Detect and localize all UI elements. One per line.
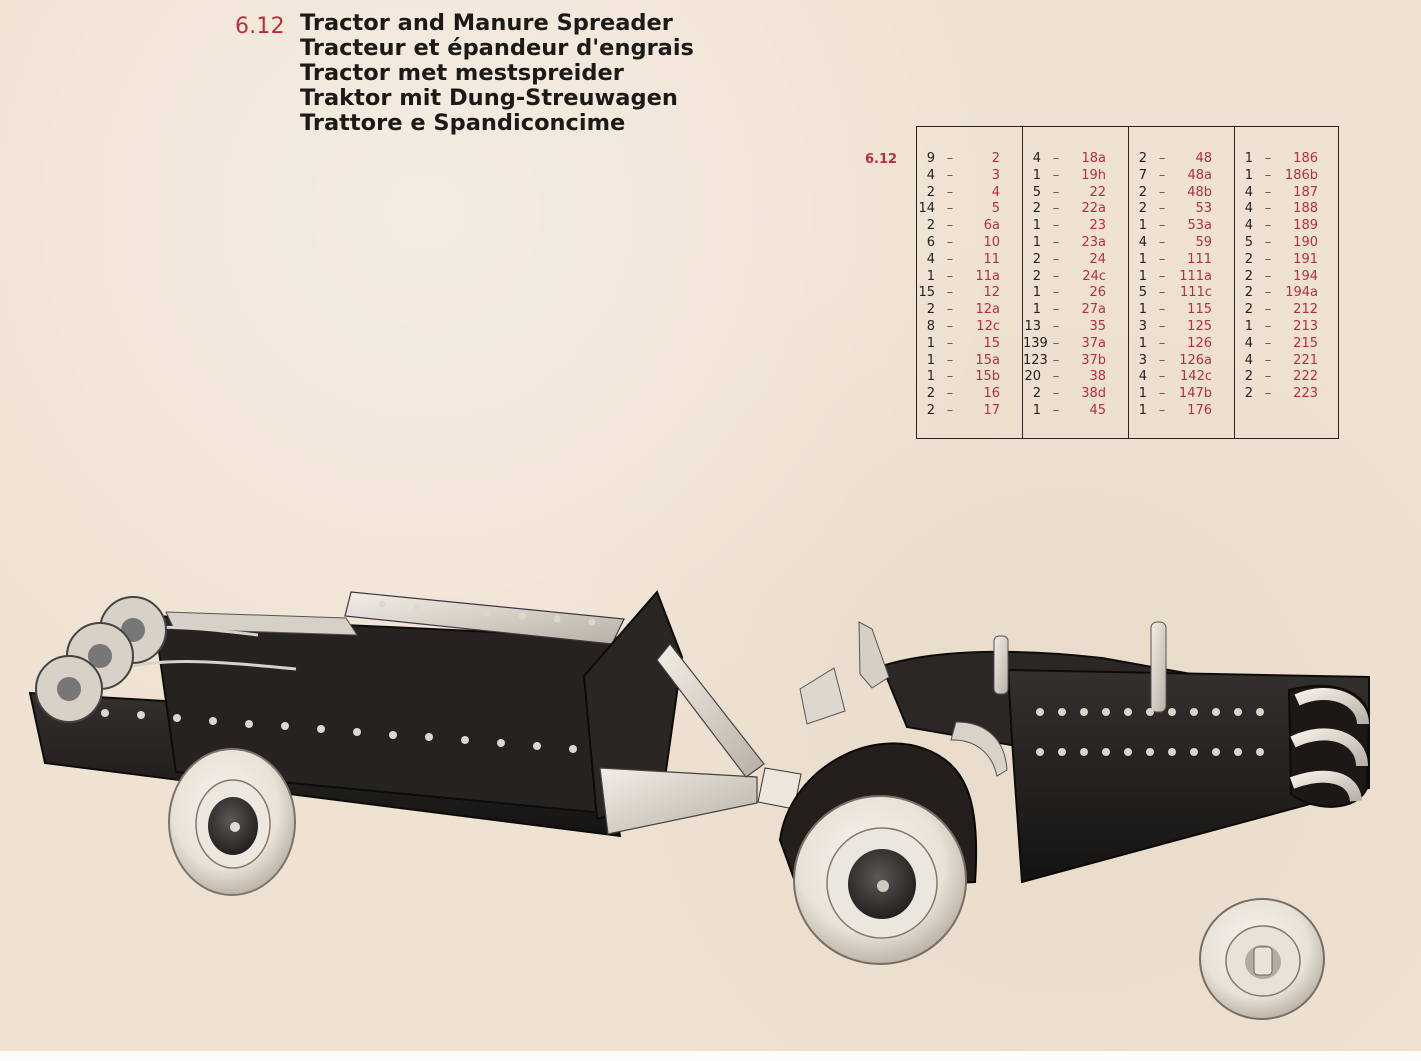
part-separator: – <box>1158 234 1166 250</box>
parts-row <box>1023 302 1128 319</box>
part-separator: – <box>1052 302 1060 318</box>
part-number: 11 <box>983 251 1000 267</box>
part-number: 59 <box>1195 234 1212 250</box>
parts-row <box>1023 185 1128 202</box>
part-number: 188 <box>1293 201 1318 217</box>
part-number: 23 <box>1089 218 1106 234</box>
tractor-manure-spreader-illustration <box>22 582 1374 1029</box>
part-separator: – <box>1052 318 1060 334</box>
parts-row <box>1023 235 1128 252</box>
part-quantity: 4 <box>1244 201 1253 217</box>
part-quantity: 5 <box>1138 285 1147 301</box>
parts-row <box>917 201 1022 218</box>
part-quantity: 1 <box>1032 218 1041 234</box>
title-dutch: Tractor met mestspreider <box>300 60 624 86</box>
part-quantity: 2 <box>1244 268 1253 284</box>
parts-row <box>1129 386 1234 403</box>
part-quantity: 1 <box>1138 302 1147 318</box>
part-number: 111a <box>1179 268 1212 284</box>
part-quantity: 4 <box>1244 352 1253 368</box>
parts-row <box>1023 218 1128 235</box>
parts-row <box>1235 353 1340 370</box>
parts-row <box>1023 319 1128 336</box>
parts-row <box>1235 285 1340 302</box>
parts-row <box>1235 302 1340 319</box>
part-quantity: 15 <box>918 285 935 301</box>
part-quantity: 1 <box>926 268 935 284</box>
parts-row <box>1235 201 1340 218</box>
part-number: 37b <box>1081 352 1106 368</box>
part-number: 194a <box>1285 285 1318 301</box>
part-separator: – <box>1158 201 1166 217</box>
part-quantity: 2 <box>926 386 935 402</box>
part-quantity: 1 <box>1032 302 1041 318</box>
part-number: 26 <box>1089 285 1106 301</box>
part-number: 35 <box>1089 318 1106 334</box>
part-quantity: 4 <box>926 251 935 267</box>
part-number: 22a <box>1081 201 1106 217</box>
part-quantity: 1 <box>1032 167 1041 183</box>
part-number: 111 <box>1187 251 1212 267</box>
part-quantity: 2 <box>1138 151 1147 166</box>
part-number: 48b <box>1187 184 1212 200</box>
part-separator: – <box>1158 268 1166 284</box>
parts-list-label: 6.12 <box>865 152 898 167</box>
part-quantity: 139 <box>1023 335 1048 351</box>
part-separator: – <box>1264 302 1272 318</box>
part-separator: – <box>1158 184 1166 200</box>
part-separator: – <box>946 201 954 217</box>
part-quantity: 2 <box>1138 201 1147 217</box>
parts-column <box>1129 127 1235 438</box>
part-separator: – <box>946 218 954 234</box>
part-separator: – <box>1052 402 1060 418</box>
part-quantity: 2 <box>1032 386 1041 402</box>
parts-row <box>1235 319 1340 336</box>
part-quantity: 3 <box>1138 352 1147 368</box>
part-quantity: 9 <box>926 151 935 166</box>
part-separator: – <box>1158 352 1166 368</box>
parts-row <box>917 285 1022 302</box>
parts-row <box>1023 353 1128 370</box>
part-number: 191 <box>1293 251 1318 267</box>
parts-row <box>1129 235 1234 252</box>
part-number: 186 <box>1293 151 1318 166</box>
part-number: 126 <box>1187 335 1212 351</box>
part-separator: – <box>1052 335 1060 351</box>
parts-row <box>917 235 1022 252</box>
part-separator: – <box>1264 218 1272 234</box>
parts-row <box>1023 252 1128 269</box>
parts-row <box>1129 252 1234 269</box>
part-number: 215 <box>1293 335 1318 351</box>
part-quantity: 4 <box>1138 234 1147 250</box>
part-number: 37a <box>1081 335 1106 351</box>
part-separator: – <box>1264 352 1272 368</box>
part-separator: – <box>946 151 954 166</box>
part-quantity: 1 <box>1244 318 1253 334</box>
parts-row <box>1235 369 1340 386</box>
parts-row <box>1235 386 1340 403</box>
part-quantity: 14 <box>918 201 935 217</box>
part-separator: – <box>1264 268 1272 284</box>
part-separator: – <box>1158 302 1166 318</box>
part-quantity: 2 <box>926 402 935 418</box>
part-separator: – <box>1264 251 1272 267</box>
part-separator: – <box>1158 167 1166 183</box>
parts-row <box>1235 252 1340 269</box>
part-quantity: 4 <box>1244 184 1253 200</box>
part-separator: – <box>946 369 954 385</box>
part-separator: – <box>946 335 954 351</box>
parts-row <box>1129 168 1234 185</box>
part-number: 3 <box>991 167 1000 183</box>
part-number: 4 <box>991 184 1000 200</box>
part-separator: – <box>1052 234 1060 250</box>
part-separator: – <box>1158 251 1166 267</box>
part-number: 38 <box>1089 369 1106 385</box>
part-number: 24c <box>1082 268 1106 284</box>
part-number: 15 <box>983 335 1000 351</box>
parts-row <box>1235 168 1340 185</box>
parts-row <box>1235 151 1340 168</box>
parts-row <box>917 252 1022 269</box>
part-number: 18a <box>1081 151 1106 166</box>
part-separator: – <box>946 402 954 418</box>
parts-row <box>1023 168 1128 185</box>
part-quantity: 5 <box>1244 234 1253 250</box>
part-separator: – <box>1264 285 1272 301</box>
parts-row <box>1129 285 1234 302</box>
part-separator: – <box>1264 335 1272 351</box>
parts-column <box>1235 127 1340 438</box>
part-quantity: 1 <box>926 352 935 368</box>
parts-row <box>1129 302 1234 319</box>
part-separator: – <box>1264 201 1272 217</box>
part-separator: – <box>946 386 954 402</box>
part-number: 45 <box>1089 402 1106 418</box>
part-quantity: 1 <box>1032 285 1041 301</box>
part-separator: – <box>946 318 954 334</box>
part-quantity: 4 <box>926 167 935 183</box>
part-quantity: 2 <box>1032 201 1041 217</box>
part-quantity: 2 <box>1032 251 1041 267</box>
parts-row <box>917 185 1022 202</box>
part-separator: – <box>1158 402 1166 418</box>
parts-row <box>917 386 1022 403</box>
part-number: 212 <box>1293 302 1318 318</box>
parts-row <box>1129 369 1234 386</box>
part-quantity: 1 <box>1032 402 1041 418</box>
parts-row <box>917 168 1022 185</box>
part-quantity: 2 <box>926 218 935 234</box>
part-quantity: 4 <box>1032 151 1041 166</box>
part-quantity: 1 <box>1138 386 1147 402</box>
part-separator: – <box>946 251 954 267</box>
part-number: 17 <box>983 402 1000 418</box>
parts-row <box>917 353 1022 370</box>
part-number: 6a <box>983 218 1000 234</box>
part-number: 221 <box>1293 352 1318 368</box>
part-quantity: 1 <box>1244 151 1253 166</box>
parts-row <box>1023 386 1128 403</box>
part-number: 223 <box>1293 386 1318 402</box>
part-quantity: 2 <box>926 302 935 318</box>
part-number: 187 <box>1293 184 1318 200</box>
part-number: 115 <box>1187 302 1212 318</box>
parts-row <box>917 336 1022 353</box>
parts-row <box>1235 269 1340 286</box>
part-separator: – <box>1158 218 1166 234</box>
part-quantity: 1 <box>926 335 935 351</box>
part-number: 190 <box>1293 234 1318 250</box>
part-quantity: 1 <box>1244 167 1253 183</box>
part-number: 147b <box>1178 386 1212 402</box>
parts-row <box>1129 336 1234 353</box>
part-separator: – <box>1158 335 1166 351</box>
part-separator: – <box>1264 369 1272 385</box>
part-separator: – <box>946 268 954 284</box>
part-quantity: 1 <box>1138 268 1147 284</box>
part-separator: – <box>946 184 954 200</box>
parts-row <box>1129 201 1234 218</box>
part-number: 126a <box>1179 352 1212 368</box>
parts-row <box>917 302 1022 319</box>
part-quantity: 2 <box>926 184 935 200</box>
parts-row <box>1129 151 1234 168</box>
part-quantity: 20 <box>1024 369 1041 385</box>
part-quantity: 6 <box>926 234 935 250</box>
parts-table <box>916 126 1339 439</box>
part-quantity: 2 <box>1244 369 1253 385</box>
part-separator: – <box>1052 352 1060 368</box>
parts-row <box>1023 201 1128 218</box>
part-number: 15b <box>975 369 1000 385</box>
part-separator: – <box>946 234 954 250</box>
title-english: Tractor and Manure Spreader <box>300 10 673 36</box>
part-number: 27a <box>1081 302 1106 318</box>
part-quantity: 123 <box>1023 352 1048 368</box>
part-separator: – <box>946 352 954 368</box>
part-separator: – <box>1052 369 1060 385</box>
part-quantity: 8 <box>926 318 935 334</box>
parts-row <box>1235 235 1340 252</box>
parts-row <box>1023 369 1128 386</box>
parts-row <box>1023 403 1128 420</box>
model-number: 6.12 <box>235 14 285 39</box>
part-separator: – <box>1264 151 1272 166</box>
parts-row <box>917 403 1022 420</box>
part-quantity: 4 <box>1244 335 1253 351</box>
part-number: 48 <box>1195 151 1212 166</box>
part-separator: – <box>1158 318 1166 334</box>
part-separator: – <box>1264 167 1272 183</box>
part-number: 12a <box>975 302 1000 318</box>
part-number: 24 <box>1089 251 1106 267</box>
part-quantity: 1 <box>1138 335 1147 351</box>
part-separator: – <box>1052 218 1060 234</box>
part-number: 194 <box>1293 268 1318 284</box>
part-quantity: 2 <box>1244 302 1253 318</box>
part-quantity: 2 <box>1032 268 1041 284</box>
tractor <box>780 622 1369 1019</box>
part-quantity: 5 <box>1032 184 1041 200</box>
parts-row <box>1023 269 1128 286</box>
part-number: 53 <box>1195 201 1212 217</box>
part-quantity: 4 <box>1138 369 1147 385</box>
parts-row <box>1129 319 1234 336</box>
part-quantity: 2 <box>1244 386 1253 402</box>
parts-row <box>1129 185 1234 202</box>
part-number: 5 <box>991 201 1000 217</box>
title-italian: Trattore e Spandiconcime <box>300 110 626 136</box>
part-separator: – <box>1052 251 1060 267</box>
parts-row <box>1235 218 1340 235</box>
part-quantity: 3 <box>1138 318 1147 334</box>
part-number: 22 <box>1089 184 1106 200</box>
part-separator: – <box>1052 201 1060 217</box>
part-number: 53a <box>1187 218 1212 234</box>
part-number: 189 <box>1293 218 1318 234</box>
part-number: 186b <box>1284 167 1318 183</box>
manure-spreader-trailer <box>30 592 801 895</box>
part-number: 142c <box>1180 369 1212 385</box>
part-separator: – <box>1264 386 1272 402</box>
part-separator: – <box>1052 386 1060 402</box>
part-number: 12c <box>976 318 1000 334</box>
part-number: 2 <box>991 151 1000 166</box>
part-separator: – <box>1052 167 1060 183</box>
parts-row <box>1023 151 1128 168</box>
part-number: 48a <box>1187 167 1212 183</box>
part-quantity: 4 <box>1244 218 1253 234</box>
part-quantity: 1 <box>926 369 935 385</box>
parts-row <box>917 151 1022 168</box>
part-number: 125 <box>1187 318 1212 334</box>
parts-row <box>1129 218 1234 235</box>
part-number: 38d <box>1081 386 1106 402</box>
part-quantity: 1 <box>1138 218 1147 234</box>
part-separator: – <box>1052 268 1060 284</box>
parts-row <box>917 319 1022 336</box>
part-separator: – <box>1264 184 1272 200</box>
part-number: 19h <box>1081 167 1106 183</box>
parts-column <box>917 127 1023 438</box>
part-number: 213 <box>1293 318 1318 334</box>
part-separator: – <box>1158 151 1166 166</box>
model-title-list <box>300 11 694 136</box>
part-number: 111c <box>1180 285 1212 301</box>
parts-row <box>1023 336 1128 353</box>
part-number: 15a <box>975 352 1000 368</box>
part-separator: – <box>1264 318 1272 334</box>
part-quantity: 2 <box>1138 184 1147 200</box>
part-separator: – <box>1052 151 1060 166</box>
part-number: 16 <box>983 386 1000 402</box>
title-german: Traktor mit Dung-Streuwagen <box>300 85 678 111</box>
parts-row <box>1023 285 1128 302</box>
parts-row <box>917 218 1022 235</box>
parts-row <box>1235 185 1340 202</box>
part-separator: – <box>946 285 954 301</box>
part-separator: – <box>946 167 954 183</box>
part-quantity: 2 <box>1244 285 1253 301</box>
parts-row <box>917 369 1022 386</box>
part-separator: – <box>1158 369 1166 385</box>
title-french: Tracteur et épandeur d'engrais <box>300 35 694 61</box>
part-quantity: 7 <box>1138 167 1147 183</box>
part-separator: – <box>1158 386 1166 402</box>
part-quantity: 1 <box>1138 251 1147 267</box>
part-number: 222 <box>1293 369 1318 385</box>
parts-row <box>1129 353 1234 370</box>
part-quantity: 1 <box>1032 234 1041 250</box>
parts-row <box>917 269 1022 286</box>
part-number: 176 <box>1187 402 1212 418</box>
part-quantity: 2 <box>1244 251 1253 267</box>
part-quantity: 13 <box>1024 318 1041 334</box>
parts-row <box>1129 269 1234 286</box>
parts-row <box>1235 336 1340 353</box>
part-separator: – <box>1052 285 1060 301</box>
part-number: 11a <box>975 268 1000 284</box>
part-separator: – <box>1052 184 1060 200</box>
parts-row <box>1129 403 1234 420</box>
part-quantity: 1 <box>1138 402 1147 418</box>
part-number: 23a <box>1081 234 1106 250</box>
part-separator: – <box>1264 234 1272 250</box>
part-separator: – <box>946 302 954 318</box>
part-number: 10 <box>983 234 1000 250</box>
part-separator: – <box>1158 285 1166 301</box>
part-number: 12 <box>983 285 1000 301</box>
parts-column <box>1023 127 1129 438</box>
